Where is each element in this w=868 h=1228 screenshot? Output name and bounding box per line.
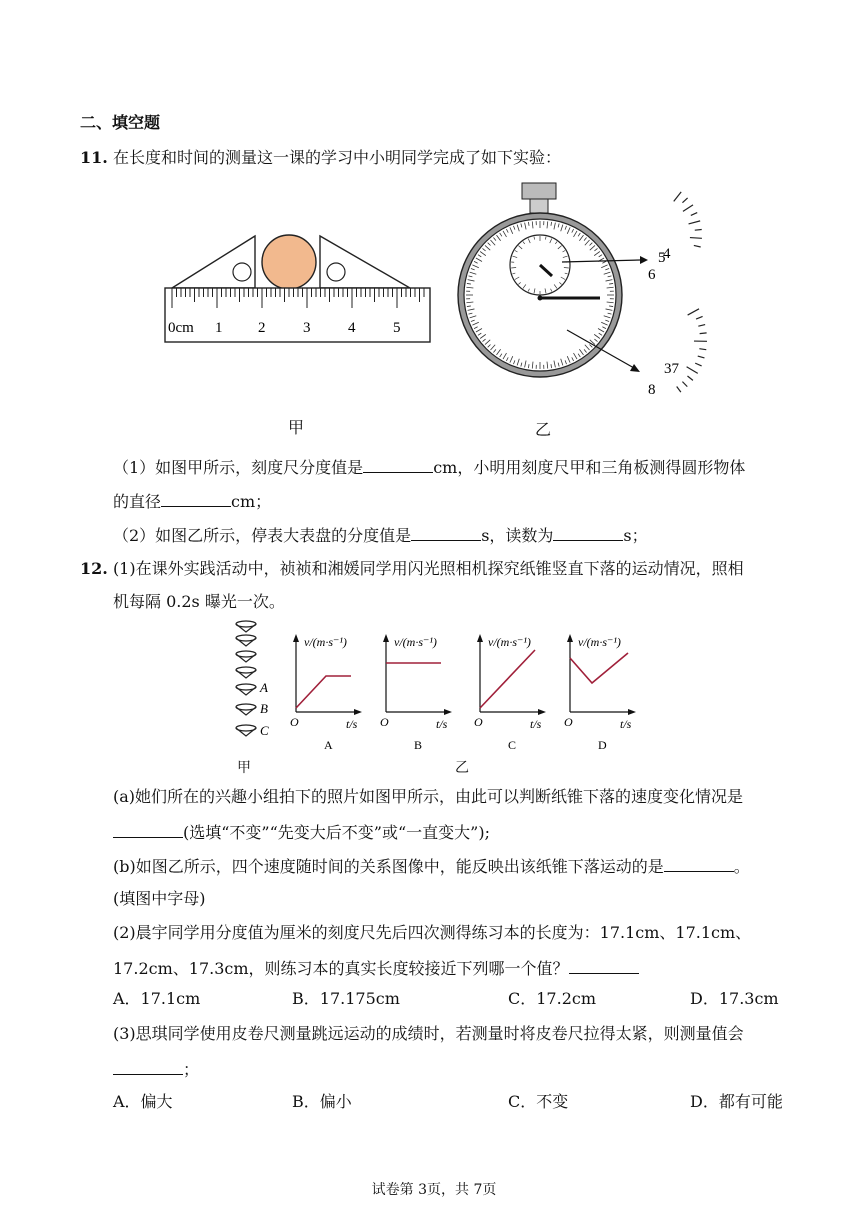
graph-xlabel: t/s — [530, 717, 542, 731]
graph-ylabel: v/(m·s⁻¹) — [488, 635, 531, 649]
answer-blank[interactable] — [553, 524, 623, 541]
answer-blank[interactable] — [363, 456, 433, 473]
q12-p2-line2 — [113, 957, 639, 979]
answer-blank[interactable] — [569, 957, 639, 974]
q11-stem: 在长度和时间的测量这一课的学习中小明同学完成了如下实验： — [112, 148, 561, 167]
velocity-graph — [564, 634, 636, 752]
q12-a-line2 — [113, 821, 490, 843]
text: 。 — [733, 857, 750, 876]
ruler-unit-label: 0cm — [168, 320, 194, 336]
graph-ylabel: v/(m·s⁻¹) — [304, 635, 347, 649]
zoom-large-num: 8 — [648, 382, 656, 398]
point-label: A — [260, 680, 268, 695]
ruler-tick-label: 4 — [348, 320, 356, 336]
velocity-graph — [474, 634, 546, 752]
fig-yi-label: 乙 — [535, 420, 552, 439]
velocity-graph — [290, 634, 362, 752]
graph-origin: O — [564, 715, 573, 729]
answer-blank[interactable] — [113, 821, 183, 838]
graph-ylabel: v/(m·s⁻¹) — [578, 635, 621, 649]
q11-part1-line1 — [113, 456, 745, 478]
q12-p3-line2 — [113, 1058, 199, 1080]
option-c[interactable]: C．不变 — [508, 1092, 569, 1111]
q11-part2-line — [113, 524, 648, 546]
graph-name: C — [508, 738, 517, 752]
round-object — [262, 235, 316, 289]
option-a[interactable]: A．偏大 — [113, 1092, 173, 1111]
graph-origin: O — [380, 715, 389, 729]
graph-xlabel: t/s — [346, 717, 358, 731]
q12-line1 — [80, 559, 744, 579]
answer-blank[interactable] — [113, 1058, 183, 1075]
q11-number: 11. — [80, 148, 108, 167]
text: ； — [183, 1060, 200, 1079]
ruler-tick-label: 3 — [303, 320, 311, 336]
text: (b)如图乙所示，四个速度随时间的关系图像中，能反映出该纸锥下落运动的是 — [113, 857, 664, 876]
q12-p2-line1: (2)晨宇同学用分度值为厘米的刻度尺先后四次测得练习本的长度为：17.1cm、17.1cm、 — [113, 923, 752, 942]
q11-part1-line2 — [113, 490, 271, 512]
ruler-tick-label: 2 — [258, 320, 266, 336]
option-d[interactable]: D．17.3cm — [690, 989, 779, 1008]
answer-blank[interactable] — [411, 524, 481, 541]
velocity-graph — [380, 634, 452, 752]
q12-b-line1 — [113, 855, 750, 877]
velocity-graphs — [282, 628, 642, 753]
graph-ylabel: v/(m·s⁻¹) — [394, 635, 437, 649]
zoom-large-num: 37 — [664, 361, 679, 377]
q12-text: (1)在课外实践活动中，祯祯和湘媛同学用闪光照相机探究纸锥竖直下落的运动情况，照相 — [112, 559, 744, 578]
graph-xlabel: t/s — [620, 717, 632, 731]
q12-number: 12. — [80, 559, 108, 578]
zoom-small-num: 6 — [648, 267, 656, 283]
text: cm； — [231, 492, 272, 511]
text: s，读数为 — [481, 526, 554, 545]
point-label: B — [260, 701, 268, 716]
option-a[interactable]: A．17.1cm — [113, 989, 201, 1008]
q11-stem-line — [80, 148, 561, 168]
q12-b-line2: (填图中字母) — [113, 889, 206, 908]
option-b[interactable]: B．偏小 — [292, 1092, 352, 1111]
q12-line2: 机每隔 0.2s 曝光一次。 — [113, 592, 285, 611]
q12-p3-line1: (3)思琪同学使用皮卷尺测量跳远运动的成绩时，若测量时将皮卷尺拉得太紧，则测量值会 — [113, 1024, 744, 1043]
zoom-small-num: 5 — [658, 250, 666, 266]
fig-yi-label-2: 乙 — [455, 760, 469, 776]
fig-jia-label: 甲 — [288, 418, 305, 437]
ruler-tick-label: 5 — [393, 320, 401, 336]
ruler-figure — [160, 230, 435, 345]
graph-origin: O — [474, 715, 483, 729]
graph-xlabel: t/s — [436, 717, 448, 731]
paper-cone-photo — [228, 620, 283, 740]
text: cm，小明用刻度尺甲和三角板测得圆形物体 — [433, 458, 746, 477]
q12-a-line1: (a)她们所在的兴趣小组拍下的照片如图甲所示，由此可以判断纸锥下落的速度变化情况是 — [113, 787, 744, 806]
option-d[interactable]: D．都有可能 — [690, 1092, 783, 1111]
graph-name: A — [324, 738, 333, 752]
option-b[interactable]: B．17.175cm — [292, 989, 400, 1008]
page-footer: 试卷第 3页，共 7页 — [371, 1182, 497, 1198]
answer-blank[interactable] — [664, 855, 734, 872]
answer-blank[interactable] — [161, 490, 231, 507]
text: （1）如图甲所示，刻度尺分度值是 — [113, 458, 364, 477]
graph-name: B — [414, 738, 423, 752]
point-label: C — [260, 723, 269, 738]
text: s； — [623, 526, 648, 545]
graph-name: D — [598, 738, 607, 752]
stopwatch-figure — [452, 180, 712, 420]
ruler-tick-label: 1 — [215, 320, 223, 336]
fig-jia-label-2: 甲 — [237, 760, 251, 776]
text: 的直径 — [113, 492, 162, 511]
text: 17.2cm、17.3cm，则练习本的真实长度较接近下列哪一个值？ — [113, 959, 569, 978]
zoom-small-num: 4 — [663, 246, 671, 262]
text: (选填“不变”“先变大后不变”或“一直变大”); — [183, 823, 490, 842]
graph-origin: O — [290, 715, 299, 729]
text: （2）如图乙所示，停表大表盘的分度值是 — [113, 526, 412, 545]
option-c[interactable]: C．17.2cm — [508, 989, 597, 1008]
section-title: 二、填空题 — [80, 113, 161, 132]
